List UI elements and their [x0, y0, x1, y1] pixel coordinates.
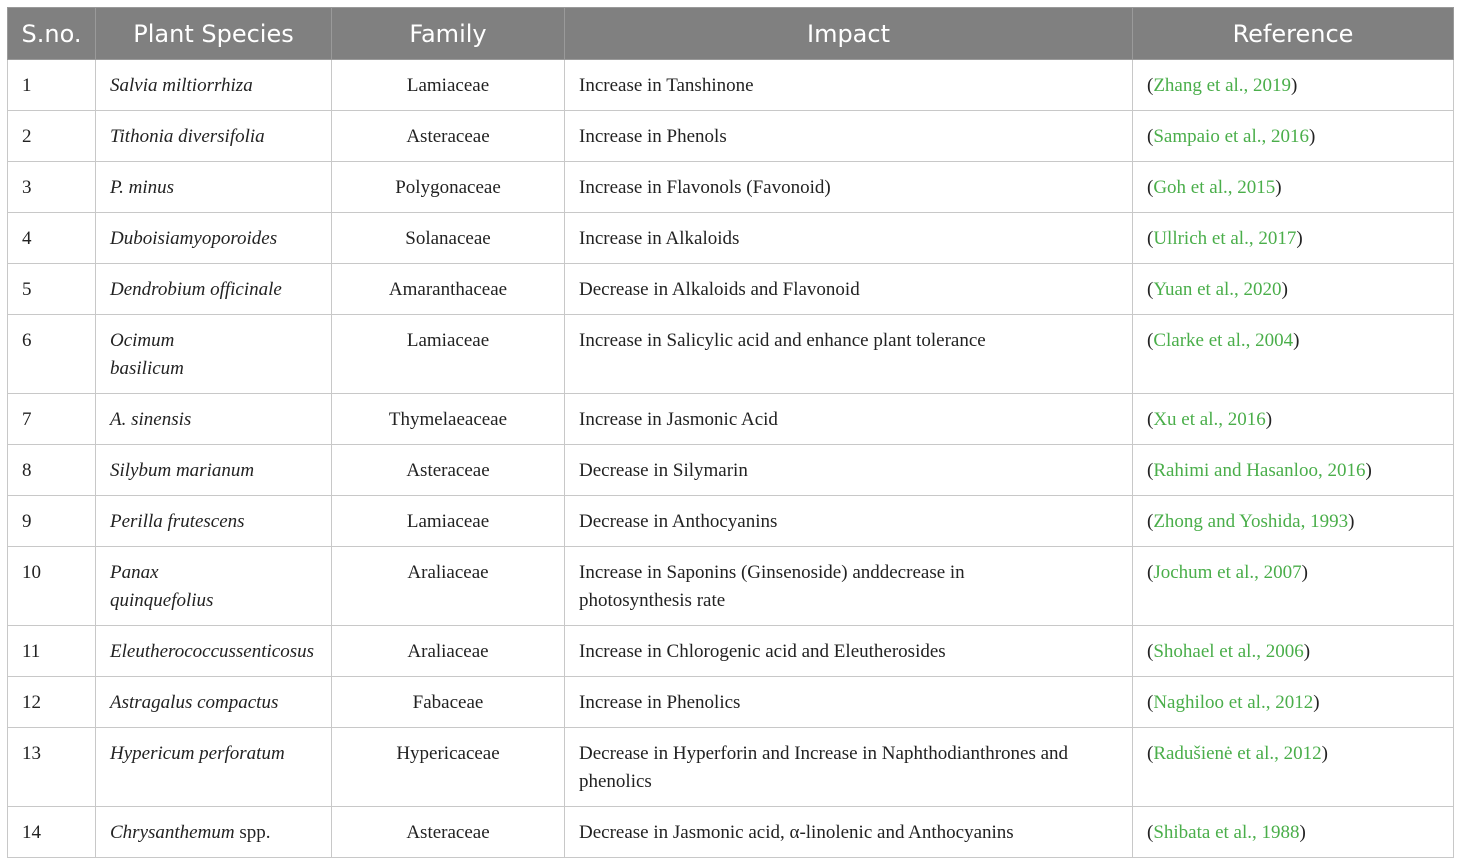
- table-body: [8, 60, 1454, 858]
- table-row: [8, 677, 1454, 728]
- table-row: [8, 496, 1454, 547]
- table-row: [8, 394, 1454, 445]
- species-name: Duboisiamyoporoides: [110, 228, 278, 249]
- cell-impact: Decrease in Silymarin: [565, 445, 1133, 496]
- header-impact: Impact: [565, 8, 1133, 60]
- cell-sno: 11: [8, 626, 96, 677]
- species-name: Chrysanthemum: [110, 822, 235, 843]
- cell-impact: Increase in Salicylic acid and enhance plant tolerance: [565, 315, 1133, 394]
- cell-reference: (Xu et al., 2016): [1133, 394, 1454, 445]
- reference-link[interactable]: Shohael et al., 2006: [1153, 641, 1304, 662]
- species-name: Perilla frutescens: [110, 511, 245, 532]
- cell-impact: Increase in Phenolics: [565, 677, 1133, 728]
- cell-plant-species: [96, 677, 332, 728]
- cell-impact: Increase in Saponins (Ginsenoside) anddecrease in photosynthesis rate: [565, 547, 1133, 626]
- cell-plant-species: [96, 728, 332, 807]
- cell-reference: (Clarke et al., 2004): [1133, 315, 1454, 394]
- table-row: [8, 807, 1454, 858]
- cell-sno: 1: [8, 60, 96, 111]
- cell-family: Amaranthaceae: [332, 264, 565, 315]
- cell-sno: 12: [8, 677, 96, 728]
- cell-sno: 4: [8, 213, 96, 264]
- species-name: Astragalus compactus: [110, 692, 279, 713]
- cell-plant-species: [96, 496, 332, 547]
- table-row: [8, 445, 1454, 496]
- cell-plant-species: [96, 111, 332, 162]
- reference-link[interactable]: Sampaio et al., 2016: [1153, 126, 1309, 147]
- species-name: P. minus: [110, 177, 175, 198]
- header-plant-species: Plant Species: [96, 8, 332, 60]
- cell-reference: (Zhang et al., 2019): [1133, 60, 1454, 111]
- cell-plant-species: [96, 547, 332, 626]
- species-name: Ocimum basilicum: [110, 330, 184, 379]
- table-row: [8, 60, 1454, 111]
- reference-link[interactable]: Yuan et al., 2020: [1153, 279, 1282, 300]
- reference-link[interactable]: Ullrich et al., 2017: [1153, 228, 1297, 249]
- plant-species-table: [7, 7, 1454, 858]
- cell-sno: 5: [8, 264, 96, 315]
- table-row: [8, 111, 1454, 162]
- table-row: [8, 547, 1454, 626]
- table-row: [8, 162, 1454, 213]
- cell-plant-species: [96, 626, 332, 677]
- species-name: A. sinensis: [110, 409, 192, 430]
- reference-link[interactable]: Shibata et al., 1988: [1153, 822, 1300, 843]
- cell-impact: Increase in Tanshinone: [565, 60, 1133, 111]
- cell-family: Fabaceae: [332, 677, 565, 728]
- cell-reference: (Goh et al., 2015): [1133, 162, 1454, 213]
- cell-family: Hypericaceae: [332, 728, 565, 807]
- table-row: [8, 264, 1454, 315]
- reference-link[interactable]: Goh et al., 2015: [1153, 177, 1276, 198]
- cell-sno: 10: [8, 547, 96, 626]
- cell-sno: 9: [8, 496, 96, 547]
- reference-link[interactable]: Jochum et al., 2007: [1153, 562, 1302, 583]
- cell-family: Araliaceae: [332, 547, 565, 626]
- reference-link[interactable]: Clarke et al., 2004: [1153, 330, 1294, 351]
- cell-impact: Increase in Alkaloids: [565, 213, 1133, 264]
- table-row: [8, 213, 1454, 264]
- cell-family: Araliaceae: [332, 626, 565, 677]
- species-name: Eleutherococcussenticosus: [110, 641, 315, 662]
- species-name: Tithonia diversifolia: [110, 126, 265, 147]
- cell-plant-species: [96, 213, 332, 264]
- cell-family: Asteraceae: [332, 111, 565, 162]
- cell-reference: (Radušienė et al., 2012): [1133, 728, 1454, 807]
- cell-plant-species: [96, 394, 332, 445]
- cell-sno: 8: [8, 445, 96, 496]
- cell-impact: Decrease in Hyperforin and Increase in Naphthodianthrones and phenolics: [565, 728, 1133, 807]
- cell-reference: (Ullrich et al., 2017): [1133, 213, 1454, 264]
- cell-plant-species: [96, 315, 332, 394]
- cell-family: Lamiaceae: [332, 60, 565, 111]
- reference-link[interactable]: Zhong and Yoshida, 1993: [1153, 511, 1349, 532]
- table-container: [7, 7, 1454, 858]
- cell-reference: (Rahimi and Hasanloo, 2016): [1133, 445, 1454, 496]
- reference-link[interactable]: Xu et al., 2016: [1153, 409, 1266, 430]
- cell-impact: Increase in Chlorogenic acid and Eleutherosides: [565, 626, 1133, 677]
- reference-link[interactable]: Radušienė et al., 2012: [1153, 743, 1322, 764]
- cell-impact: Increase in Phenols: [565, 111, 1133, 162]
- cell-plant-species: [96, 264, 332, 315]
- table-row: [8, 315, 1454, 394]
- species-name: Hypericum perforatum: [110, 743, 285, 764]
- cell-impact: Increase in Jasmonic Acid: [565, 394, 1133, 445]
- cell-sno: 6: [8, 315, 96, 394]
- cell-reference: (Shibata et al., 1988): [1133, 807, 1454, 858]
- species-name: Salvia miltiorrhiza: [110, 75, 253, 96]
- cell-family: Asteraceae: [332, 445, 565, 496]
- cell-family: Thymelaeaceae: [332, 394, 565, 445]
- reference-link[interactable]: Zhang et al., 2019: [1153, 75, 1292, 96]
- cell-sno: 14: [8, 807, 96, 858]
- cell-reference: (Zhong and Yoshida, 1993): [1133, 496, 1454, 547]
- cell-family: Asteraceae: [332, 807, 565, 858]
- table-header-row: [8, 8, 1454, 60]
- species-name: Dendrobium officinale: [110, 279, 282, 300]
- cell-plant-species: [96, 162, 332, 213]
- species-name: Silybum marianum: [110, 460, 255, 481]
- cell-family: Polygonaceae: [332, 162, 565, 213]
- header-sno: S.no.: [8, 8, 96, 60]
- reference-link[interactable]: Naghiloo et al., 2012: [1153, 692, 1314, 713]
- header-reference: Reference: [1133, 8, 1454, 60]
- table-row: [8, 626, 1454, 677]
- table-row: [8, 728, 1454, 807]
- cell-reference: (Sampaio et al., 2016): [1133, 111, 1454, 162]
- cell-plant-species: [96, 445, 332, 496]
- cell-family: Lamiaceae: [332, 496, 565, 547]
- header-family: Family: [332, 8, 565, 60]
- cell-impact: Decrease in Jasmonic acid, α-linolenic and Anthocyanins: [565, 807, 1133, 858]
- cell-reference: (Jochum et al., 2007): [1133, 547, 1454, 626]
- cell-sno: 2: [8, 111, 96, 162]
- cell-sno: 13: [8, 728, 96, 807]
- cell-sno: 3: [8, 162, 96, 213]
- cell-family: Solanaceae: [332, 213, 565, 264]
- cell-family: Lamiaceae: [332, 315, 565, 394]
- species-name: Panax quinquefolius: [110, 562, 214, 611]
- cell-reference: (Naghiloo et al., 2012): [1133, 677, 1454, 728]
- reference-link[interactable]: Rahimi and Hasanloo, 2016: [1153, 460, 1366, 481]
- cell-impact: Decrease in Alkaloids and Flavonoid: [565, 264, 1133, 315]
- species-suffix: spp.: [234, 822, 271, 843]
- cell-reference: (Yuan et al., 2020): [1133, 264, 1454, 315]
- cell-reference: (Shohael et al., 2006): [1133, 626, 1454, 677]
- cell-impact: Increase in Flavonols (Favonoid): [565, 162, 1133, 213]
- cell-plant-species: [96, 60, 332, 111]
- cell-impact: Decrease in Anthocyanins: [565, 496, 1133, 547]
- cell-sno: 7: [8, 394, 96, 445]
- cell-plant-species: [96, 807, 332, 858]
